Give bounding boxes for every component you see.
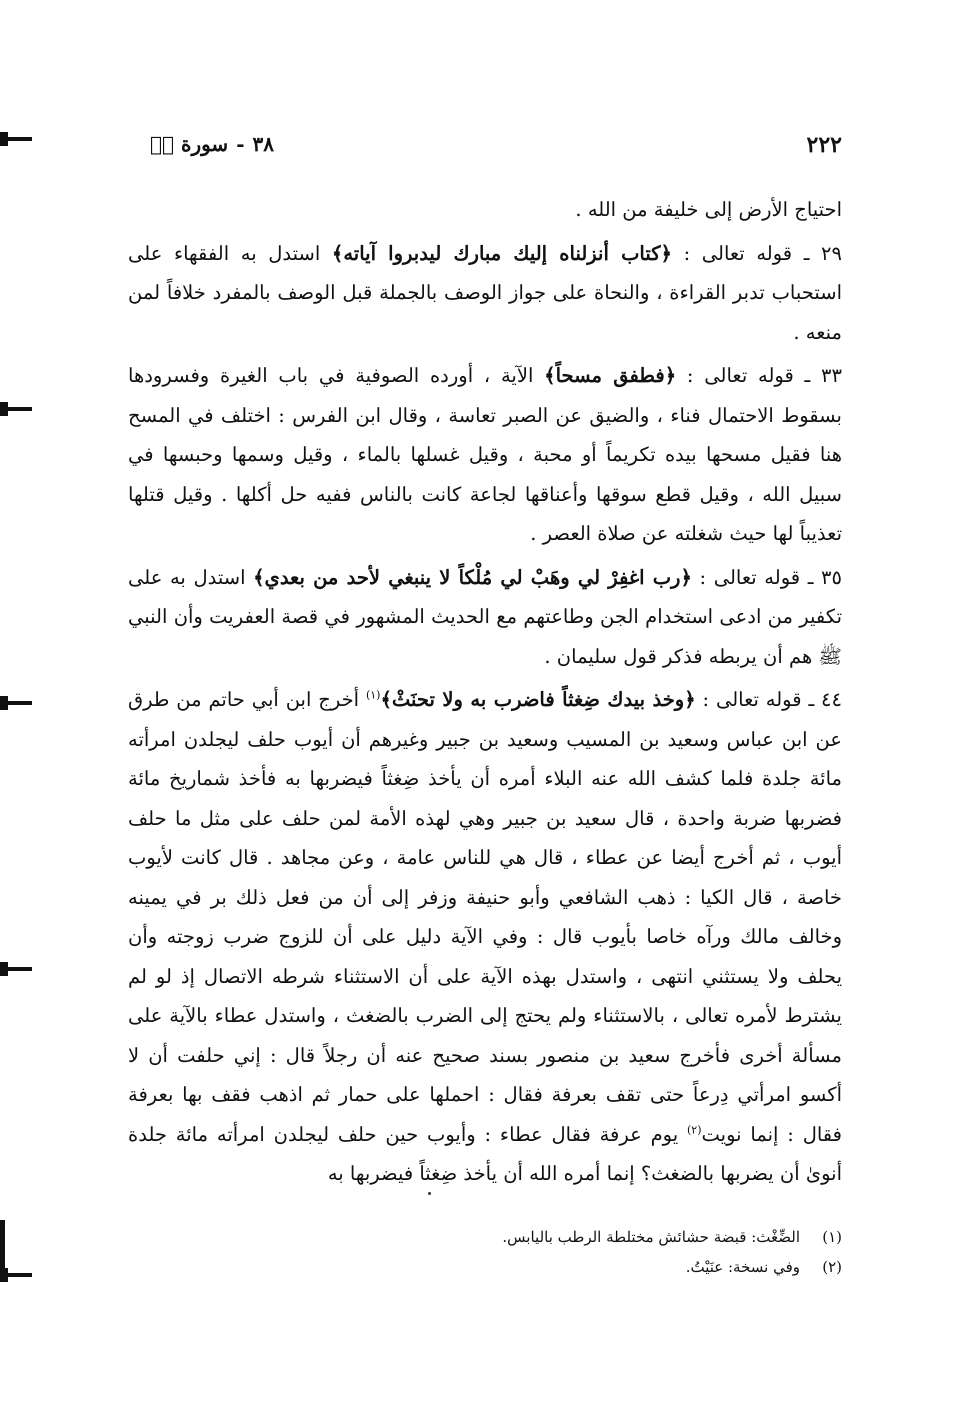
footnote-ref: (١) [365,688,381,702]
paragraph-intro [128,190,842,230]
commentary-text: يوم عرفة فقال عطاء : وأيوب حين حلف ليجلدن امرأته مائة جلدة أنوىٰ أن يضربها بالضغث؟ إنما أمره الله أن يأخذ ضِغثاً فيضربها به [128,1122,842,1185]
quran-quote: ﴿رب اغفِرْ لي وهَبْ لي مُلْكاً لا ينبغي لأحد من بعدي﴾ [253,565,692,589]
footnote [300,1252,842,1282]
commentary-text: الآية ، أورده الصوفية في باب الغيرة وفسرودها بسقوط الاحتمال فناء ، والضيق عن الصبر تعاسة ، وقال ابن الفرس : اختلف في المسح هنا فقيل مسحها بيده تكريماً أو محبة ، وقيل غسلها بالماء ، وقيل وسمها وحبسها في سبيل الله ، وقيل قطع سوقها وأعناقها لجاعة كانت بالناس ففيه حل أكلها . وقيل قتلها تعذيباً لها حيث شغلته عن صلاة العصر . [128,364,842,545]
main-text [128,190,842,1198]
surah-number: ٣٨ [252,132,274,156]
margin-mark-1 [0,132,36,146]
margin-mark-3 [0,696,36,710]
commentary-text: ٢٩ ـ قوله تعالى : [671,241,842,265]
commentary-text: استدل به الفقهاء على استحباب تدبر القراءة ، والنحاة على جواز الوصف بالجملة قبل الوصف بالمفرد خلافاً لمن منعه . [128,241,842,344]
quran-quote: ﴿وخذ بيدك ضِغثاً فاضرب به ولا تحنَثْ﴾ [380,688,696,711]
footnote-number: (٢) [822,1258,842,1276]
quran-quote: ﴿كتاب أنزلناه إليك مبارك ليدبروا آياته﴾ [331,241,672,265]
title-separator: - [236,132,245,156]
page-number: ٢٢٢ [806,132,842,158]
margin-mark-2 [0,402,36,416]
commentary-text: استدل به على تكفير من ادعى استخدام الجن وطاعتهم مع الحديث المشهور في قصة العفريت وأن النبي ﷺ هم أن يربطه فذكر قول سليمان . [128,565,842,668]
footnote-ref: (٢) [687,1123,702,1136]
paragraph-v44 [128,680,842,1194]
footnote-number: (١) [822,1228,842,1246]
surah-name: سورة صۤ [150,132,229,156]
paragraph-v29 [128,234,842,353]
footnote [300,1222,842,1252]
commentary-text: أخرج ابن أبي حاتم من طرق عن ابن عباس وسعيد بن المسيب وسعيد بن جبير وغيرهم أن أيوب حلف ليجلدن امرأته مائة جلدة فلما كشف الله عنه البلاء أمره أن يأخذ ضِغثاً فيضربها به فأخذ شماريخ مائة فضربها ضربة واحدة ، قال سعيد بن جبير وهي لهذه الأمة لمن حلف على مثل ما حلف أيوب ، ثم أخرج أيضا عن عطاء ، قال هي للناس عامة ، وعن مجاهد . قال كانت لأيوب خاصة ، قال الكيا : ذهب الشافعي وأبو حنيفة وزفر إلى أن من فعل ذلك بر في يمينه وخالف مالك ورآه خاصا بأيوب قال : وفي الآية دليل على أن للزوج ضرب زوجته وأن يحلف ولا يستثني انتهى ، واستدل بهذه الآية على أن الاستثناء شرطه الاتصال إذ لو لم يشترط لأمره تعالى ، بالاستثناء ولم يحتج إلى الضرب بالضغث ، واستدل عطاء بالآية على مسألة أخرى فأخرج سعيد بن منصور بسند صحيح عنه أن رجلاً قال : إني حلفت أن لا أكسو امرأتي دِرعاً حتى تقف بعرفة فقال : احملها على حمار ثم اذهب فقف بها بعرفة فقال : إنما نويت [128,688,842,1146]
surah-title [150,132,274,156]
commentary-text: ٣٣ ـ قوله تعالى : [676,364,842,387]
commentary-text: احتياج الأرض إلى خليفة من الله . [575,198,842,221]
margin-mark-5 [0,1268,36,1282]
paragraph-v33 [128,356,842,554]
commentary-text: ٣٥ ـ قوله تعالى : [691,565,842,589]
footnote-text: الضِّغْث: قبضة حشائش مختلطة الرطب باليابس. [502,1228,800,1246]
quran-quote: ﴿فطفق مسحاً﴾ [544,364,677,387]
margin-mark-4 [0,962,36,976]
page-header [150,132,842,162]
commentary-text: ٤٤ ـ قوله تعالى : [695,688,842,711]
footnotes [300,1222,842,1282]
footnote-text: وفي نسخة: عنَيْتُ. [685,1258,800,1276]
paragraph-v35 [128,558,842,677]
